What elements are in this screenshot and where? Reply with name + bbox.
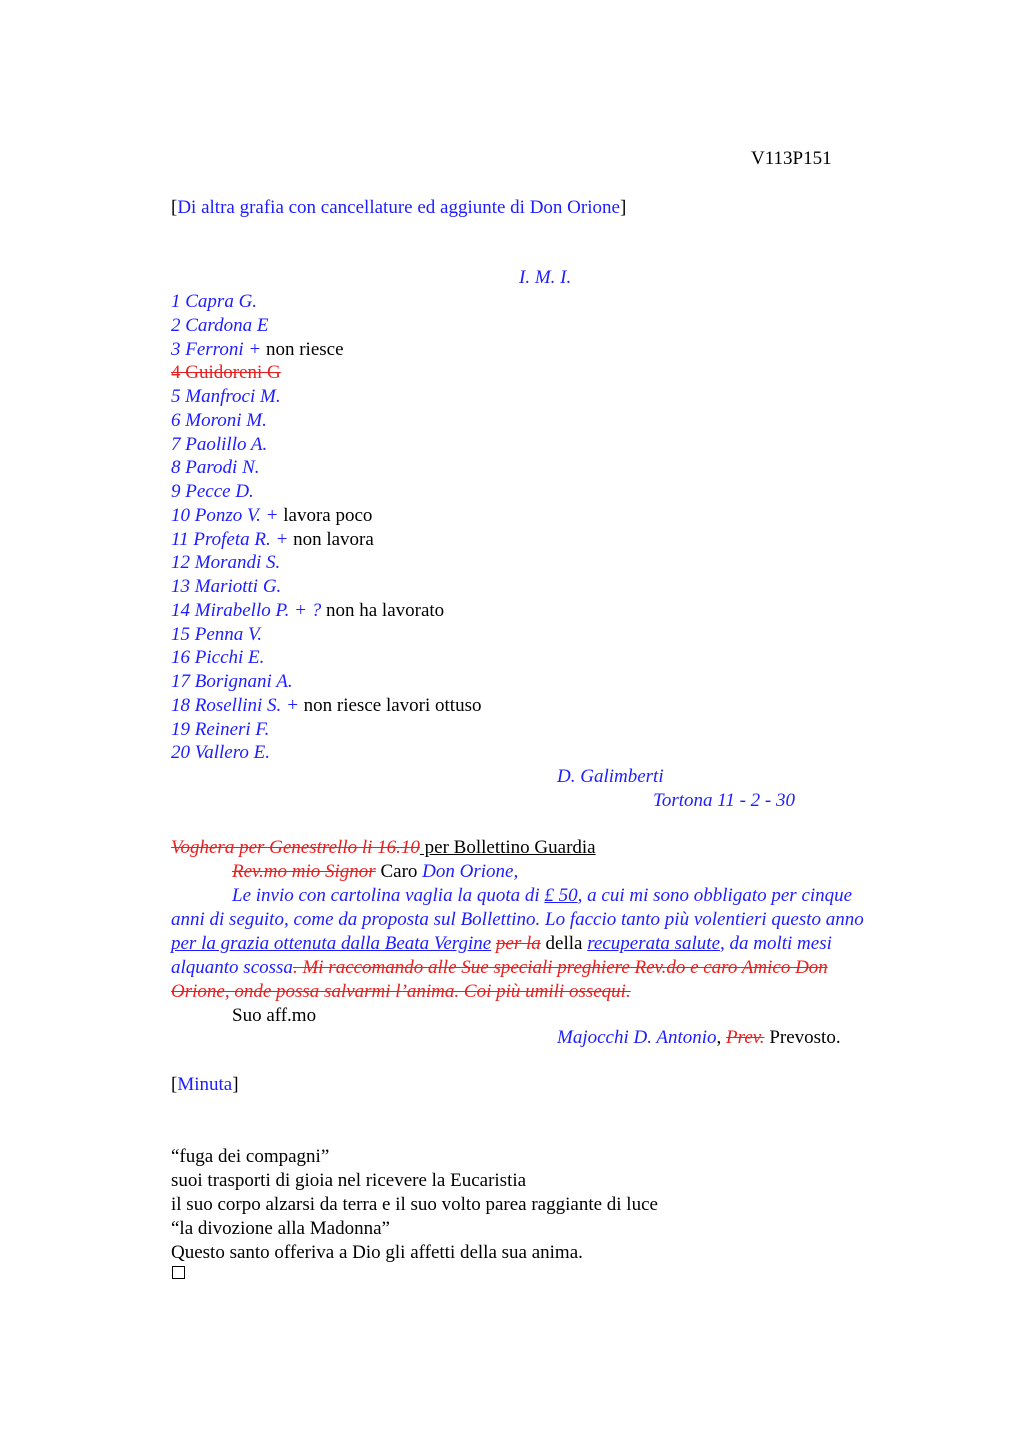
roster-item: [171, 741, 481, 765]
roster-item: [171, 338, 481, 362]
editorial-note: [171, 196, 626, 219]
added-place: per Bollettino Guardia: [419, 837, 596, 858]
roster-name: 12 Morandi S.: [171, 552, 281, 574]
bracket-open: [: [171, 197, 178, 218]
date-tortona: Tortona 11 - 2 - 30: [653, 790, 795, 811]
note-line: Questo santo offeriva a Dio gli affetti della sua anima.: [171, 1242, 583, 1263]
roster-name: 18 Rosellini S.: [171, 694, 282, 716]
roster-item: [171, 409, 481, 433]
roster-name: 2 Cardona E: [171, 314, 269, 336]
notes-list: [171, 1145, 658, 1265]
added-prevosto: Prevosto.: [764, 1027, 841, 1048]
minuta-bracket-open: [: [171, 1074, 178, 1095]
signature-majocchi: [557, 1026, 841, 1049]
note-line: “la divozione alla Madonna”: [171, 1218, 390, 1239]
roster-item: [171, 694, 481, 718]
roster-name: 9 Pecce D.: [171, 481, 254, 502]
roster-list: [171, 290, 481, 765]
letter-line-3: [171, 932, 931, 956]
roster-item: [171, 646, 481, 670]
roster-item: [171, 718, 481, 742]
roster-comment: non lavora: [288, 528, 374, 550]
roster-name: 11 Profeta R.: [171, 528, 271, 550]
roster-mark: + ?: [289, 599, 322, 621]
note-line: suoi trasporti di gioia nel ricevere la Eucaristia: [171, 1170, 527, 1191]
roster-name: 6 Moroni M.: [171, 409, 267, 431]
roster-name: 5 Manfroci M.: [171, 386, 281, 407]
bracket-close: ]: [619, 197, 627, 218]
roster-item: [171, 456, 481, 480]
roster-name: 20 Vallero E.: [171, 742, 271, 764]
letter-line-1-rest: , a cui mi sono obbligato per cinque: [577, 885, 853, 906]
roster-item: [171, 551, 481, 575]
roster-mark: +: [281, 694, 299, 716]
roster-comment: non riesce: [261, 338, 344, 360]
roster-comment: non riesce lavori ottuso: [298, 694, 482, 716]
roster-item: [171, 528, 481, 552]
roster-comment: non ha lavorato: [321, 599, 445, 621]
roster-name: 7 Paolillo A.: [171, 433, 268, 455]
note-line: “fuga dei compagni”: [171, 1146, 330, 1167]
roster-name: 16 Picchi E.: [171, 647, 265, 669]
added-salutation: Caro: [375, 861, 423, 882]
roster-name: 19 Reineri F.: [171, 718, 270, 740]
roster-comment: lavora poco: [278, 504, 373, 526]
roster-item: [171, 361, 481, 385]
note-line: il suo corpo alzarsi da terra e il suo volto parea raggiante di luce: [171, 1194, 658, 1215]
editorial-note-text: Di altra grafia con cancellature ed aggiunte di Don Orione: [177, 197, 620, 218]
roster-name: 15 Penna V.: [171, 623, 262, 645]
signature-comma: ,: [716, 1027, 722, 1048]
letter-closing: Suo aff.mo: [232, 1005, 317, 1026]
struck-orione: Orione, onde possa salvarmi l’anima. Coi più umili ossequi.: [171, 981, 631, 1002]
reference-code: V113P151: [751, 148, 832, 169]
roster-item: [171, 599, 481, 623]
letter-line-1-text: Le invio con cartolina vaglia la quota di: [232, 885, 545, 906]
roster-item: [171, 480, 481, 504]
roster-item: [171, 314, 481, 338]
letter-line-2: anni di seguito, come da proposta sul Bollettino. Lo faccio tanto più volentieri questo anno: [171, 909, 864, 930]
heading-imi: I. M. I.: [519, 267, 572, 288]
letter-line-4: [171, 956, 931, 980]
roster-name: 8 Parodi N.: [171, 457, 260, 479]
struck-prev: Prev.: [726, 1027, 765, 1048]
signature-galimberti: D. Galimberti: [557, 766, 664, 787]
roster-name: 10 Ponzo V.: [171, 504, 261, 526]
roster-name: 1 Capra G.: [171, 291, 258, 312]
roster-name: 13 Mariotti G.: [171, 576, 282, 597]
recuperata-salute: recuperata salute: [587, 933, 720, 954]
signature-majocchi-name: Majocchi D. Antonio: [557, 1027, 717, 1048]
roster-name: 17 Borignani A.: [171, 671, 293, 692]
letter-line-5: [171, 980, 931, 1004]
roster-name: 3 Ferroni: [171, 338, 244, 360]
minuta-note: [171, 1073, 239, 1096]
struck-raccomando: . Mi raccomando alle Sue speciali preghiere Rev.do e caro Amico Don: [292, 957, 828, 978]
grazia-text: per la grazia ottenuta dalla Beata Vergine: [171, 933, 492, 954]
letter-place-line: [171, 836, 931, 860]
roster-mark: +: [243, 338, 262, 360]
struck-salutation: Rev.mo mio Signor: [232, 861, 376, 882]
amount: £ 50: [544, 885, 578, 906]
minuta-bracket-close: ]: [232, 1074, 239, 1095]
letter-body: [171, 836, 931, 1028]
roster-item: [171, 385, 481, 409]
roster-mark: +: [260, 504, 279, 526]
square-box-icon: [172, 1266, 185, 1279]
roster-item: [171, 504, 481, 528]
struck-per-la: per la: [495, 933, 541, 954]
roster-item: [171, 433, 481, 457]
salutation-name: Don Orione,: [422, 861, 519, 882]
struck-place: Voghera per Genestrello li 16.10: [171, 837, 420, 858]
roster-mark: +: [270, 528, 289, 550]
letter-line-3-rest: , da molti mesi: [720, 933, 832, 954]
roster-name: 14 Mirabello P.: [171, 599, 290, 621]
roster-item: [171, 290, 481, 314]
letter-line-1: [171, 884, 931, 908]
roster-item: [171, 670, 481, 694]
roster-item: [171, 575, 481, 599]
roster-item: [171, 623, 481, 647]
roster-name: 4 Guidoreni G: [171, 362, 281, 384]
letter-salutation: [171, 860, 931, 884]
alquanto-scossa: alquanto scossa: [171, 957, 293, 978]
minuta-text: Minuta: [177, 1074, 233, 1095]
della-text: della: [540, 933, 588, 954]
